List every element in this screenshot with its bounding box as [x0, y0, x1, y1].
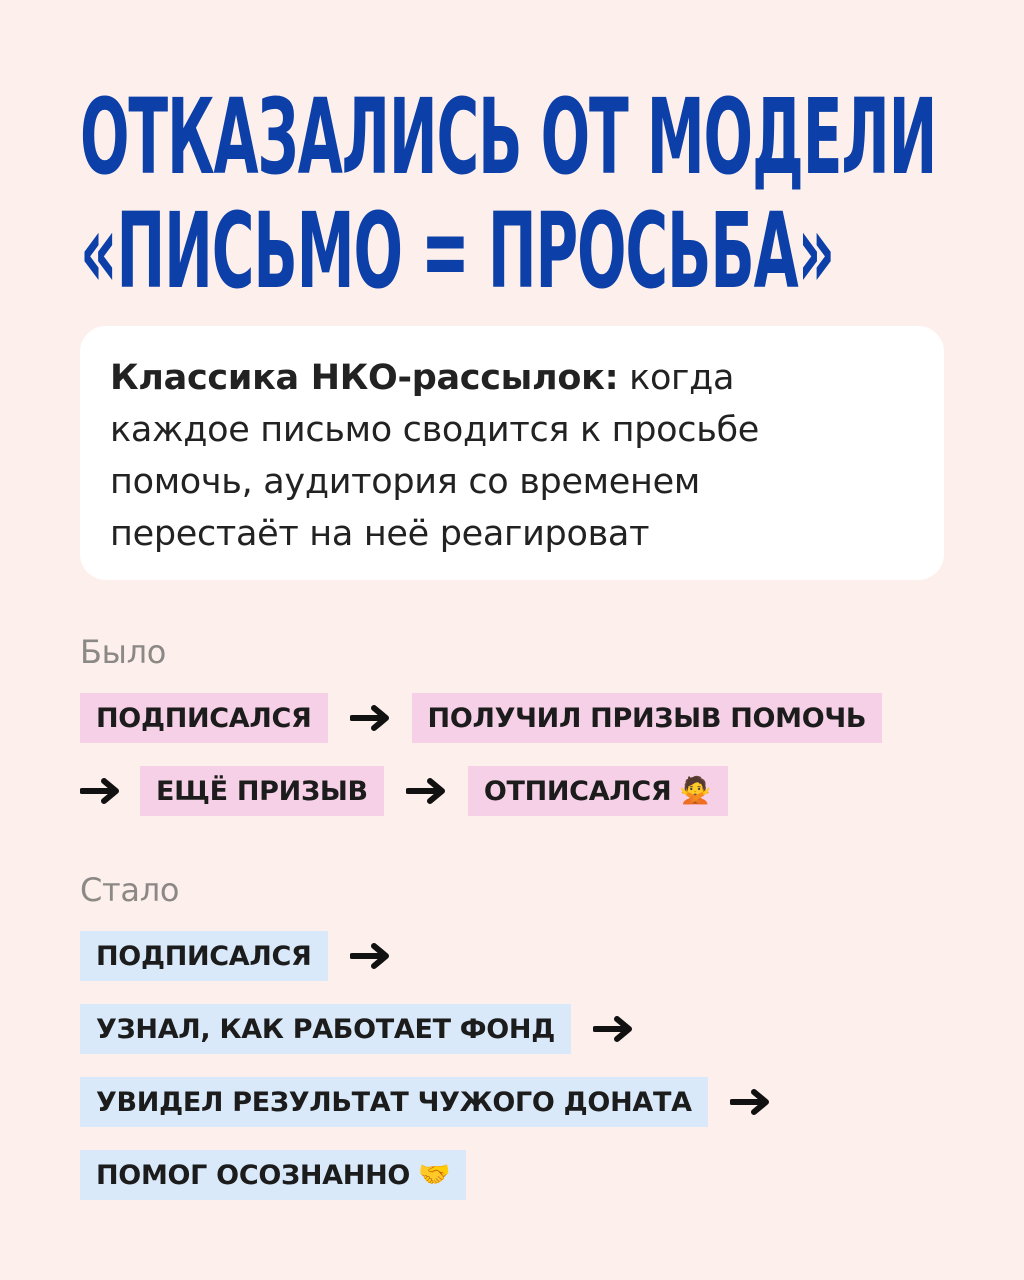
before-step-1: ПОДПИСАЛСЯ	[80, 693, 328, 743]
after-row-2	[80, 1004, 635, 1054]
after-step-4-label: ПОМОГ ОСОЗНАННО	[96, 1159, 411, 1191]
title-line-1: ОТКАЗАЛИСЬ ОТ МОДЕЛИ	[80, 76, 937, 198]
intro-line-1: когда	[618, 358, 735, 398]
intro-card	[80, 326, 944, 580]
arrow-right-icon	[80, 776, 122, 806]
arrow-right-icon	[350, 941, 392, 971]
intro-text	[110, 352, 914, 560]
intro-bold: Классика НКО-рассылок:	[110, 358, 619, 398]
handshake-icon: 🤝	[418, 1160, 451, 1190]
after-step-4	[80, 1150, 466, 1200]
after-row-3	[80, 1077, 772, 1127]
arrow-right-icon	[593, 1014, 635, 1044]
before-step-4-label: ОТПИСАЛСЯ	[483, 775, 672, 807]
section-label-before: Было	[80, 633, 167, 671]
after-step-2: УЗНАЛ, КАК РАБОТАЕТ ФОНД	[80, 1004, 571, 1054]
after-step-3: УВИДЕЛ РЕЗУЛЬТАТ ЧУЖОГО ДОНАТА	[80, 1077, 708, 1127]
intro-line-2: каждое письмо сводится к просьбе	[110, 410, 760, 450]
person-gesturing-no-icon: 🙅	[679, 776, 712, 806]
arrow-right-icon	[730, 1087, 772, 1117]
after-row-4	[80, 1150, 466, 1200]
page-title	[80, 76, 960, 312]
arrow-right-icon	[350, 703, 392, 733]
after-step-1: ПОДПИСАЛСЯ	[80, 931, 328, 981]
before-step-4	[468, 766, 728, 816]
intro-line-3: помочь, аудитория со временем	[110, 462, 700, 502]
before-step-3: ЕЩЁ ПРИЗЫВ	[140, 766, 384, 816]
after-row-1	[80, 931, 392, 981]
before-step-2: ПОЛУЧИЛ ПРИЗЫВ ПОМОЧЬ	[412, 693, 883, 743]
arrow-right-icon	[406, 776, 448, 806]
intro-line-4: перестаёт на неё реагироват	[110, 514, 650, 554]
before-row-2	[80, 766, 728, 816]
before-row-1	[80, 693, 882, 743]
section-label-after: Стало	[80, 871, 180, 909]
title-line-2: «ПИСЬМО = ПРОСЬБА»	[80, 190, 835, 312]
